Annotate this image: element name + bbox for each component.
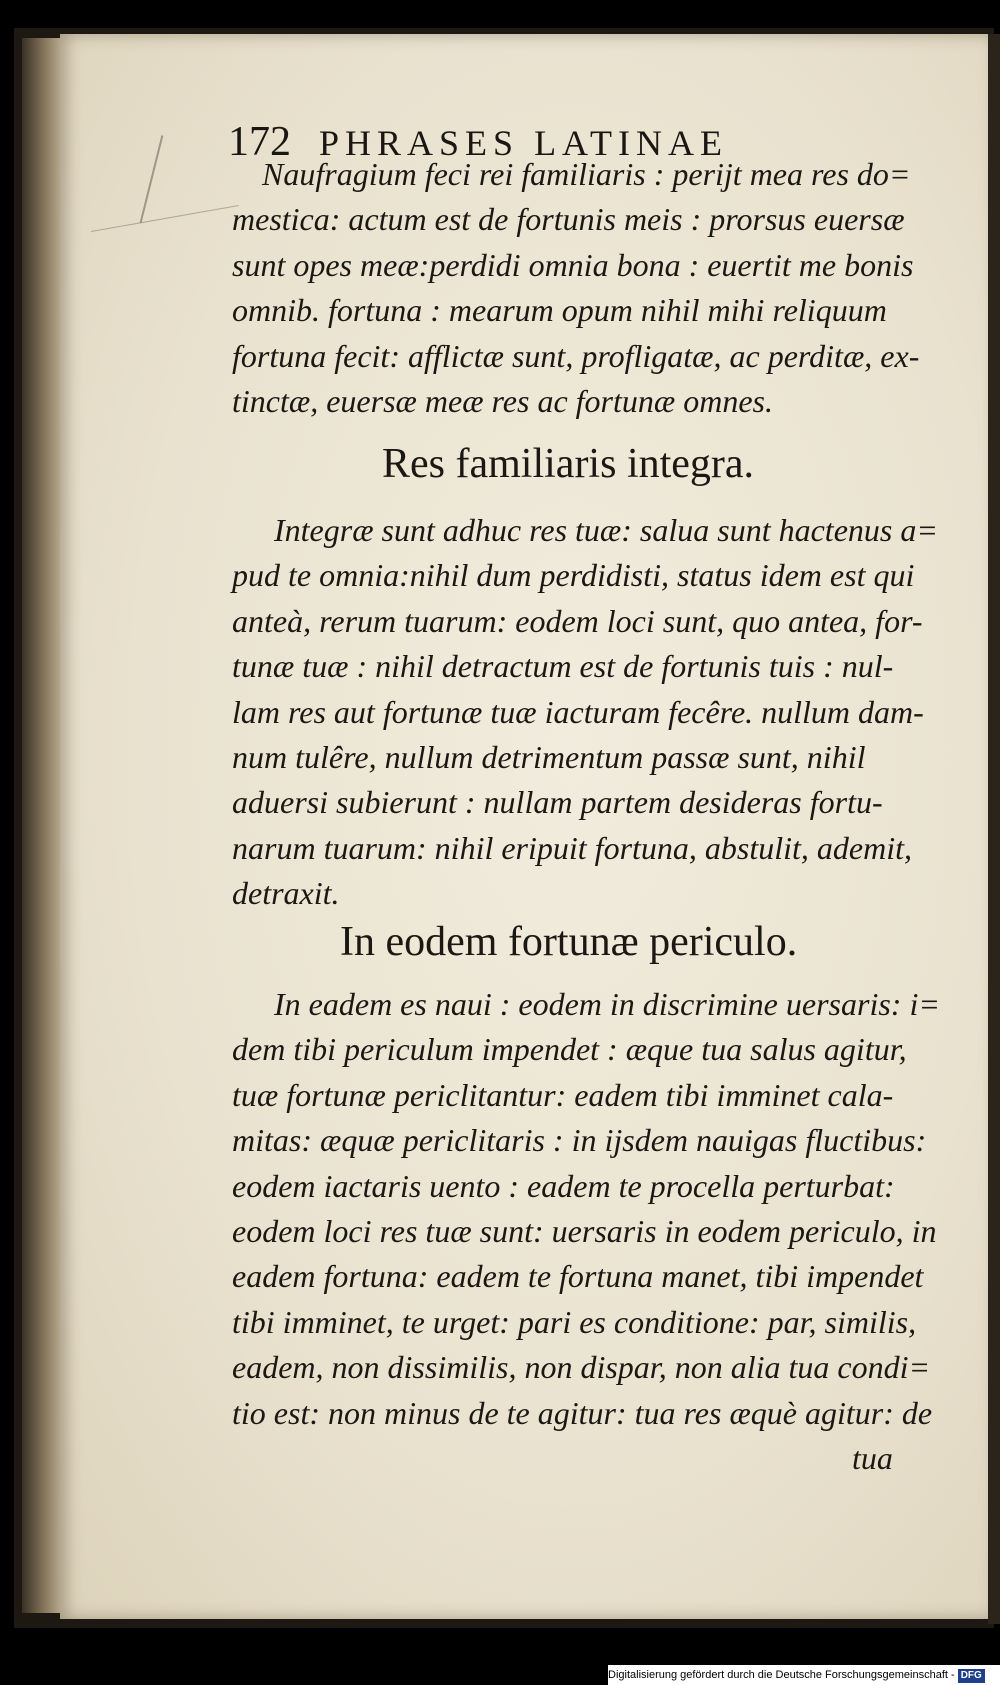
paragraph-naufragium — [232, 152, 919, 424]
text-line: aduersi subierunt : nullam partem desideras fortu- — [232, 784, 883, 821]
paragraph-periculo — [232, 982, 940, 1481]
page-number: 172 — [228, 119, 291, 165]
text-line: lam res aut fortunæ tuæ iacturam fecêre. nullum dam- — [232, 693, 924, 730]
text-line: tunæ tuæ : nihil detractum est de fortunis tuis : nul- — [232, 648, 894, 685]
dfg-logo: DFG — [958, 1669, 985, 1683]
paragraph-integra — [232, 508, 938, 917]
text-line: tuæ fortunæ periclitantur: eadem tibi imminet cala- — [232, 1076, 894, 1113]
text-line: eadem, non dissimilis, non dispar, non alia tua condi= — [232, 1349, 931, 1386]
text-line: num tulêre, nullum detrimentum passæ sunt, nihil — [232, 738, 866, 775]
section-heading: In eodem fortunæ periculo. — [340, 919, 798, 965]
text-line: tio est: non minus de te agitur: tua res æquè agitur: de — [232, 1394, 933, 1431]
catchword: tua — [852, 1439, 893, 1476]
text-line: dem tibi periculum impendet : æque tua salus agitur, — [232, 1031, 907, 1068]
text-line: eodem iactaris uento : eadem te procella perturbat: — [232, 1167, 895, 1204]
text-line: narum tuarum: nihil eripuit fortuna, abstulit, ademit, — [232, 829, 913, 866]
section-heading: Res familiaris integra. — [382, 441, 755, 487]
text-line: sunt opes meæ:perdidi omnia bona : euertit me bonis — [232, 246, 914, 283]
page-right-edge — [988, 34, 1000, 1624]
text-line: In eadem es naui : eodem in discrimine uersaris: i= — [274, 986, 940, 1022]
text-line: tinctæ, euersæ meæ res ac fortunæ omnes. — [232, 382, 773, 419]
text-line: Naufragium feci rei familiaris : perijt mea res do= — [262, 156, 911, 192]
text-line: anteà, rerum tuarum: eodem loci sunt, quo antea, for- — [232, 602, 923, 639]
text-line: Integræ sunt adhuc res tuæ: salua sunt hactenus a= — [274, 512, 938, 548]
book-spine-edge — [22, 38, 62, 1613]
text-line: mitas: æquæ periclitaris : in ijsdem nauigas fluctibus: — [232, 1122, 927, 1159]
digitization-footer — [608, 1665, 1000, 1685]
text-line: detraxit. — [232, 875, 340, 912]
text-line: omnib. fortuna : mearum opum nihil mihi reliquum — [232, 292, 887, 329]
text-line: tibi imminet, te urget: pari es conditione: par, similis, — [232, 1303, 917, 1340]
text-line: fortuna fecit: afflictæ sunt, profligatæ, ac perditæ, ex- — [232, 337, 920, 374]
text-line: eadem fortuna: eadem te fortuna manet, tibi impendet — [232, 1258, 924, 1295]
running-title: PHRASES LATINAE — [319, 123, 729, 163]
text-line: mestica: actum est de fortunis meis : prorsus euersæ — [232, 201, 905, 238]
footer-credit-text: Digitalisierung gefördert durch die Deutsche Forschungsgemeinschaft - — [608, 1669, 955, 1681]
text-line: eodem loci res tuæ sunt: uersaris in eodem periculo, in — [232, 1212, 937, 1249]
text-line: pud te omnia:nihil dum perdidisti, status idem est qui — [232, 557, 915, 594]
